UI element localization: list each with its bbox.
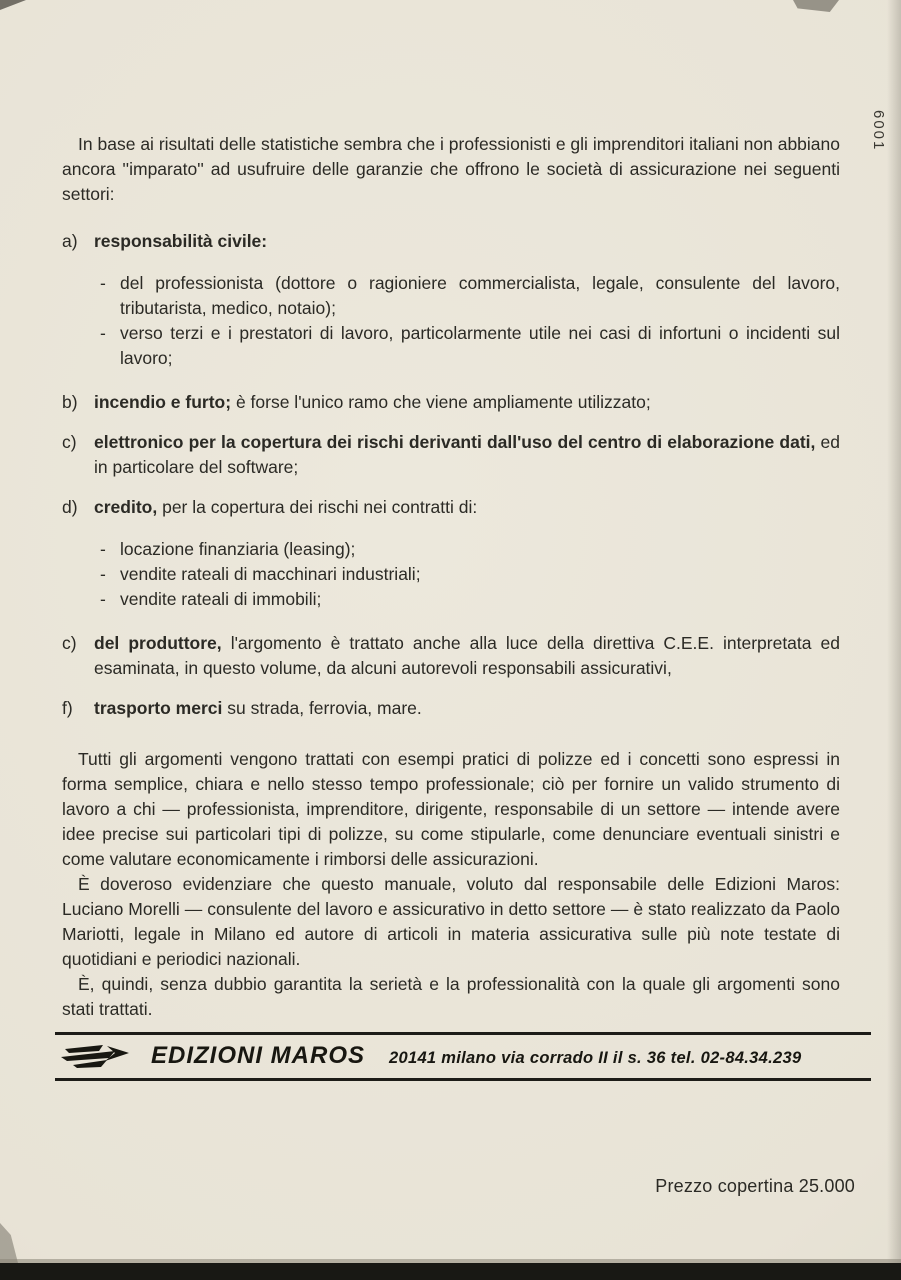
dash-marker xyxy=(100,537,120,562)
section-label: c) xyxy=(62,633,77,653)
scan-edge-bottom xyxy=(0,1263,901,1280)
section-lead: elettronico per la copertura dei rischi derivanti dall'uso del centro di elaborazione dati, xyxy=(94,432,816,452)
section-e xyxy=(62,631,840,681)
list-item xyxy=(100,271,840,321)
section-d xyxy=(62,495,840,616)
section-text: per la copertura dei rischi nei contratti di: xyxy=(157,497,478,517)
bullet-text: verso terzi e i prestatori di lavoro, particolarmente utile nei casi di infortuni o incidenti sul lavoro; xyxy=(120,323,840,368)
bullet-text: vendite rateali di immobili; xyxy=(120,589,322,609)
scan-artifact-top-left xyxy=(0,0,26,10)
section-c xyxy=(62,430,840,480)
publisher-name: EDIZIONI MAROS xyxy=(151,1042,366,1069)
section-b xyxy=(62,390,840,415)
section-text: è forse l'unico ramo che viene ampliamente utilizzato; xyxy=(231,392,651,412)
scan-shadow-right-edge xyxy=(887,0,901,1280)
sections-list xyxy=(62,229,840,721)
section-lead: trasporto merci xyxy=(94,698,223,718)
section-label: f) xyxy=(62,698,73,718)
edge-code: 6001 xyxy=(870,110,887,152)
bullet-text: locazione finanziaria (leasing); xyxy=(120,539,356,559)
bullet-list xyxy=(100,271,840,371)
list-item xyxy=(100,562,840,587)
scan-artifact-top-right xyxy=(793,0,839,12)
bullet-text: del professionista (dottore o ragioniere commercialista, legale, consulente del lavoro, tributarista, medico, notaio); xyxy=(120,273,840,318)
section-lead: responsabilità civile: xyxy=(94,231,268,251)
section-label: d) xyxy=(62,497,78,517)
dash-marker xyxy=(100,562,120,587)
publisher-strip xyxy=(55,1032,871,1081)
cover-price: Prezzo copertina 25.000 xyxy=(655,1176,855,1196)
paragraph: È, quindi, senza dubbio garantita la serietà e la professionalità con la quale gli argomenti sono stati trattati. xyxy=(62,974,840,1019)
dash-marker xyxy=(100,321,120,371)
scan-artifact-bottom-left xyxy=(0,1223,18,1263)
dash-marker xyxy=(100,271,120,321)
cover-text xyxy=(62,132,840,1022)
section-lead: incendio e furto; xyxy=(94,392,232,412)
paragraph: È doveroso evidenziare che questo manuale, voluto dal responsabile delle Edizioni Maros: Luciano Morelli — consulente del lavoro e assicurativo in detto settore — è stato realizzato da Paolo Mariotti, legale in Milano ed autore di articoli in materia assicurativa sulle più note testate di quotidiani e periodici nazionali. xyxy=(62,874,840,969)
maros-logo-icon xyxy=(59,1043,135,1069)
bullet-list xyxy=(100,537,840,612)
paragraph: Tutti gli argomenti vengono trattati con esempi pratici di polizze ed i concetti sono espressi in forma semplice, chiara e nello stesso tempo professionale; ciò per fornire un valido strumento di lavoro a chi — professionista, imprenditore, dirigente, responsabile di un settore — intende avere idee precise sui particolari tipi di polizze, su come stipularle, come denunciare eventuali sinistri e come valutare economicamente i rimborsi delle assicurazioni. xyxy=(62,749,840,869)
section-f xyxy=(62,696,840,721)
list-item xyxy=(100,587,840,612)
section-label: a) xyxy=(62,231,78,251)
list-item xyxy=(100,537,840,562)
section-label: c) xyxy=(62,432,77,452)
intro-paragraph: In base ai risultati delle statistiche sembra che i professionisti e gli imprenditori italiani non abbiano ancora ''imparato'' ad usufruire delle garanzie che offrono le società di assicurazione nei seguenti settori: xyxy=(62,134,840,204)
bullet-text: vendite rateali di macchinari industriali; xyxy=(120,564,421,584)
section-lead: credito, xyxy=(94,497,158,517)
list-item xyxy=(100,321,840,371)
publisher-address: 20141 milano via corrado II il s. 36 tel. 02-84.34.239 xyxy=(389,1048,802,1067)
closing-paragraphs xyxy=(62,747,840,1022)
section-text: l'argomento è trattato anche alla luce della direttiva C.E.E. interpretata ed esaminata, in questo volume, da alcuni autorevoli responsabili assicurativi, xyxy=(94,633,841,678)
section-lead: del produttore, xyxy=(94,633,222,653)
section-text: su strada, ferrovia, mare. xyxy=(222,698,422,718)
section-text: ed in particolare del software; xyxy=(94,432,841,477)
section-a xyxy=(62,229,840,375)
dash-marker xyxy=(100,587,120,612)
section-label: b) xyxy=(62,392,78,412)
